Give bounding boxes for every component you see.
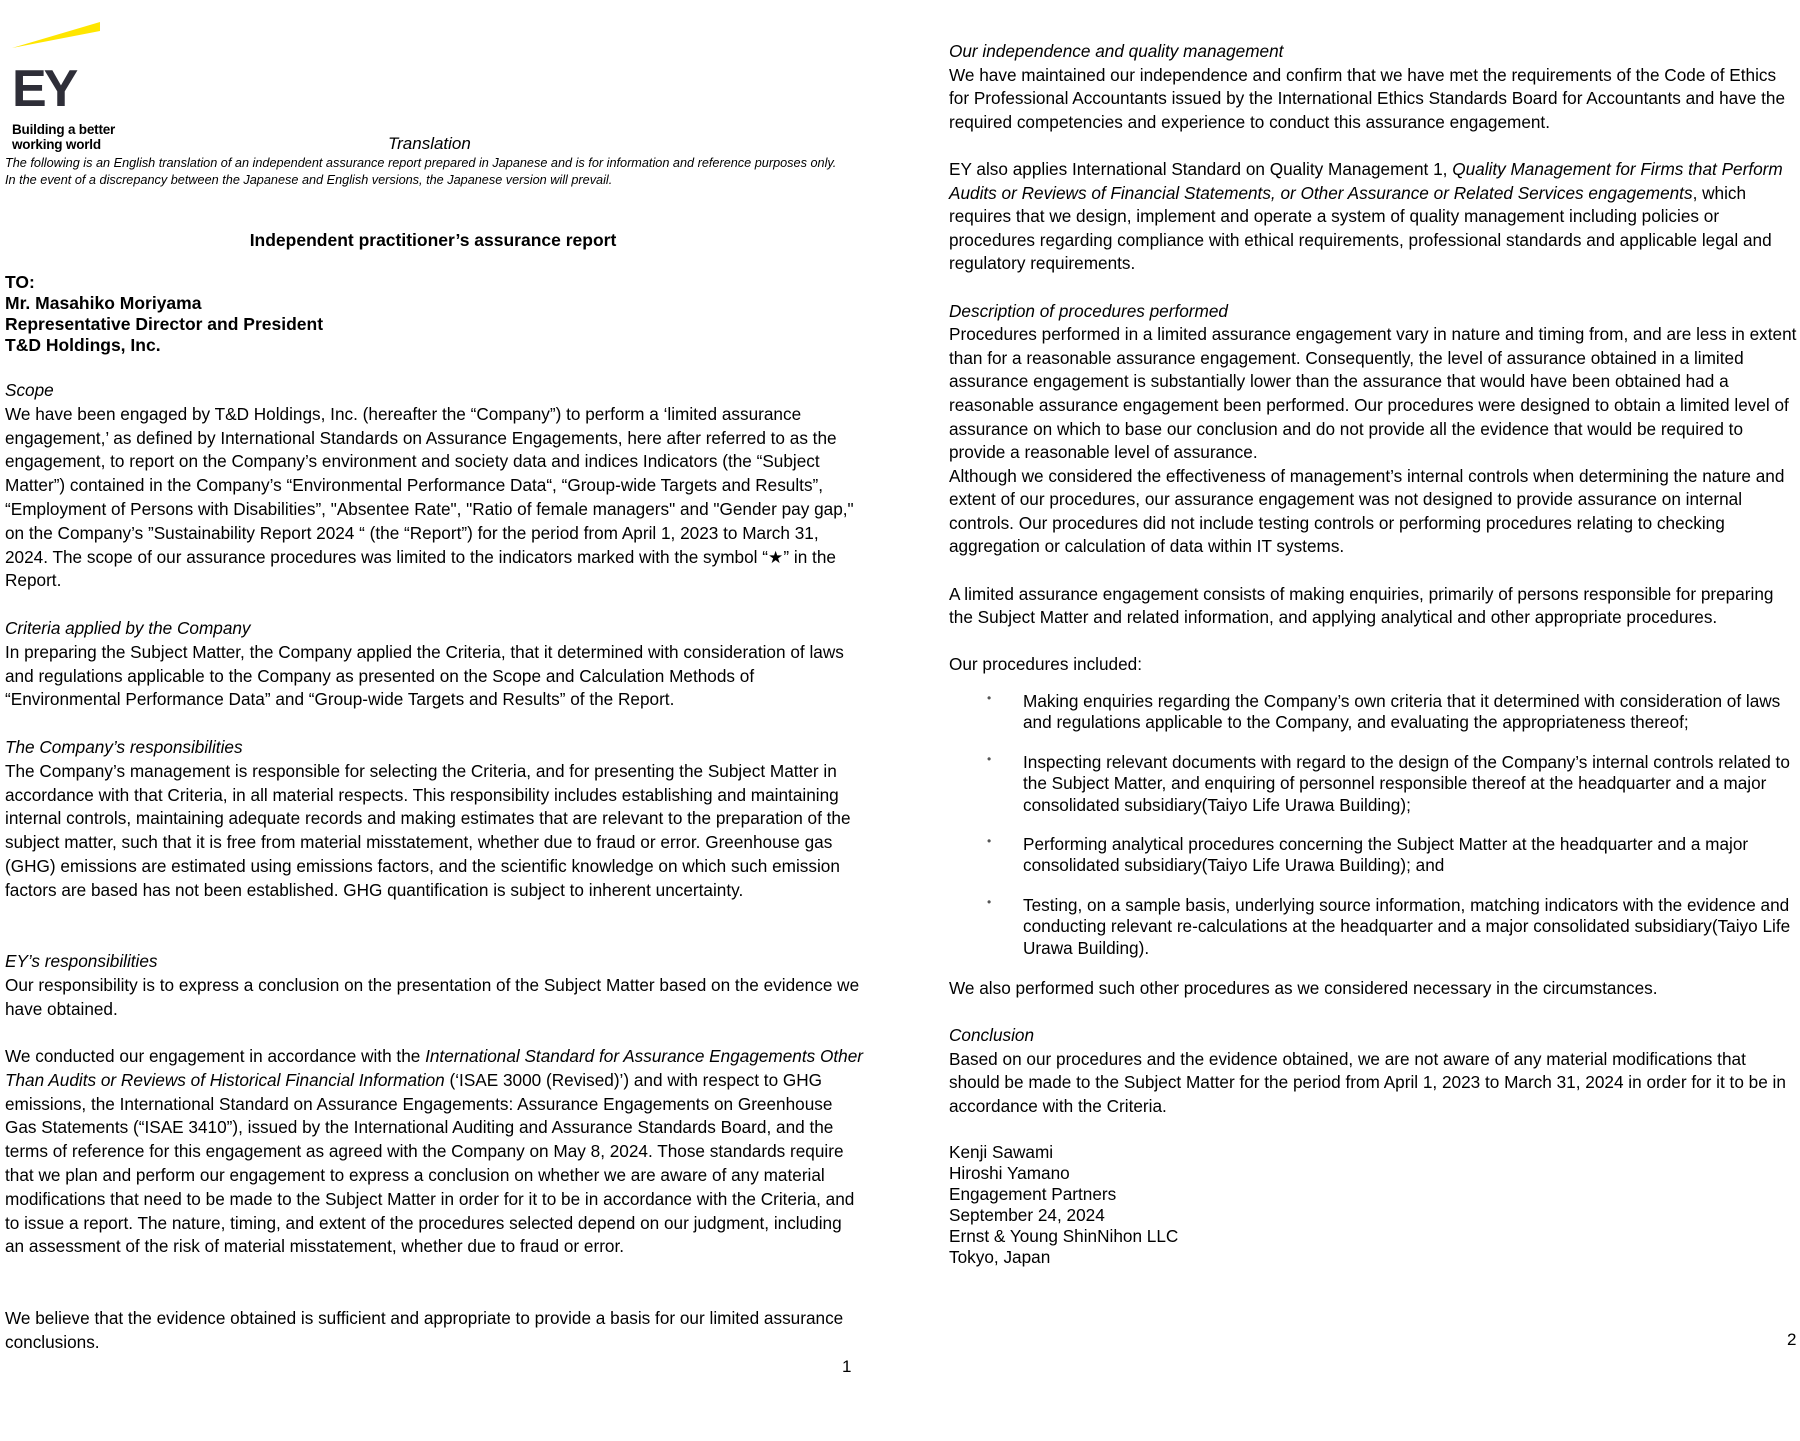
company-responsibilities-section (5, 736, 865, 903)
bullet-dot-icon: • (987, 751, 992, 766)
list-item-text: Making enquiries regarding the Company’s own criteria that it determined with consideration of laws and regulations applicable to the Company, and evaluating the appropriateness thereof; (1023, 691, 1781, 733)
ey-logo-mark (12, 22, 132, 122)
bullet-dot-icon: • (987, 894, 992, 909)
procedures-text-1: Procedures performed in a limited assurance engagement vary in nature and timing from, and are less in extent than for a reasonable assurance engagement. Consequently, the level of assurance obtained in a limited assurance engagement is substantially lower than the assurance that would have been obtained had a reasonable assurance engagement been performed. Our procedures were designed to obtain a limited level of assurance on which to base our conclusion and do not provide all the evidence that would be required to provide a reasonable level of assurance. (949, 324, 1797, 463)
report-title: Independent practitioner’s assurance report (249, 230, 617, 250)
signatory-role: Engagement Partners (949, 1184, 1117, 1205)
criteria-heading: Criteria applied by the Company (5, 618, 251, 638)
scope-section (5, 379, 865, 593)
list-item-text: Testing, on a sample basis, underlying source information, matching indicators with the evidence and conducting relevant re-calculations at the headquarter and a major consolidated subsidiary(Taiyo Life Urawa Building). (1023, 894, 1791, 958)
signatory-2: Hiroshi Yamano (949, 1163, 1070, 1184)
other-procedures-text: We also performed such other procedures as we considered necessary in the circumstances. (949, 978, 1658, 999)
independence-text: We have maintained our independence and confirm that we have met the requirements of the Code of Ethics for Professional Accountants issued by the International Ethics Standards Board for Accountants and have the required competencies and experience to conduct this assurance engagement. (949, 64, 1786, 132)
list-item-text: Performing analytical procedures concerning the Subject Matter at the headquarter and a major consolidated subsidiary(Taiyo Life Urawa Building); and (1023, 834, 1749, 876)
signature-block (949, 1142, 1799, 1268)
standards-text-pre: We conducted our engagement in accordance with the (5, 1046, 426, 1066)
list-item-text: Inspecting relevant documents with regard to the design of the Company’s internal controls related to the Subject Matter, and enquiring of personnel responsible thereof at the headquarter and a major consolidated subsidiary(Taiyo Life Urawa Building); (1023, 751, 1790, 815)
engagement-standards-section (5, 1045, 865, 1259)
iqm-text-italic: Quality Management for Firms that Perform Audits or Reviews of Financial Statements, or Other Assurance or Related Services engagements (949, 158, 1783, 203)
ey-responsibilities-text: Our responsibility is to express a conclusion on the presentation of the Subject Matter based on the evidence we have obtained. (5, 974, 860, 1019)
logo-wordmark: EY (12, 60, 76, 118)
procedures-text-2: Although we considered the effectiveness of management’s internal controls when determining the nature and extent of our procedures, our assurance engagement was not designed to provide assurance on internal controls. Our procedures did not include testing controls or performing procedures relating to checking aggregation or calculation of data within IT systems. (949, 465, 1785, 557)
basis-text: We believe that the evidence obtained is sufficient and appropriate to provide a basis for our limited assurance conclusions. (5, 1308, 844, 1352)
signature-date: September 24, 2024 (949, 1205, 1105, 1226)
independence-heading: Our independence and quality management (949, 41, 1284, 61)
addressee-title: Representative Director and President (5, 314, 324, 334)
standards-text-post: (‘ISAE 3000 (Revised)’) and with respect to GHG emissions, the International Standard on Assurance Engagements: Assurance Engagements on Greenhouse Gas Statements (“ISAE 3410”), issued by the International Auditing and Assurance Standards Board, and the terms of reference for this engagement as agreed with the Company on May 8, 2024. Those standards require that we plan and perform our engagement to express a conclusion on whether we are aware of any material modifications that need to be made to the Subject Matter in order for it to be in accordance with the Criteria, and to issue a report. The nature, timing, and extent of the procedures selected depend on our judgment, including an assessment of the risk of material misstatement, whether due to fraud or error. (5, 1069, 855, 1257)
addressee-company: T&D Holdings, Inc. (5, 335, 161, 355)
company-responsibilities-text: The Company’s management is responsible for selecting the Criteria, and for presenting the Subject Matter in accordance with that Criteria, in all material respects. This responsibility includes establishing and maintaining internal controls, maintaining adequate records and making estimates that are relevant to the preparation of the subject matter, such that it is free from material misstatement, whether due to fraud or error. Greenhouse gas (GHG) emissions are estimated using emissions factors, and the scientific knowledge on which such emission factors are based has not been established. GHG quantification is subject to inherent uncertainty. (5, 760, 851, 900)
logo-beam-icon (12, 22, 100, 48)
company-responsibilities-heading: The Company’s responsibilities (5, 737, 243, 757)
signature-firm: Ernst & Young ShinNihon LLC (949, 1226, 1179, 1247)
list-item (949, 834, 1799, 877)
translation-disclaimer: The following is an English translation of an independent assurance report prepared in Japanese and is for information and reference purposes only. In the event of a discrepancy between the Japanese and English versions, the Japanese version will prevail. (5, 156, 837, 187)
basis-section (5, 1307, 865, 1355)
iqm-text (949, 158, 1799, 276)
page-2 (900, 0, 1800, 1441)
standards-text-italic: International Standard for Assurance Engagements Other Than Audits or Reviews of Historical Financial Information (5, 1046, 863, 1090)
list-item (949, 691, 1799, 734)
iqm-text-pre: EY also applies International Standard on Quality Management 1, (949, 158, 1453, 179)
translation-label: Translation (388, 134, 471, 153)
criteria-section (5, 617, 865, 712)
scope-text: We have been engaged by T&D Holdings, Inc. (hereafter the “Company”) to perform a ‘limited assurance engagement,’ as defined by International Standards on Assurance Engagements, here after referred to as the engagement, to report on the Company’s environment and society data and indices Indicators (the “Subject Matter”) contained in the Company’s “Environmental Performance Data“, “Group-wide Targets and Results”, “Employment of Persons with Disabilities”, "Absentee Rate", "Ratio of female managers" and "Gender pay gap," on the Company’s ”Sustainability Report 2024 “ (the “Report”) for the period from April 1, 2023 to March 31, 2024. The scope of our assurance procedures was limited to the indicators marked with the symbol “★” in the Report. (5, 403, 854, 591)
list-item (949, 895, 1799, 959)
conclusion-heading: Conclusion (949, 1025, 1035, 1046)
procedures-included-label: Our procedures included: (949, 654, 1142, 675)
page-2-body (949, 40, 1799, 1268)
tagline-line-1: Building a better (12, 122, 116, 137)
iqm-text-post: , which requires that we design, implement and operate a system of quality management including policies or procedures regarding compliance with ethical requirements, professional standards and applicable legal and regulatory requirements. (949, 182, 1772, 274)
criteria-text: In preparing the Subject Matter, the Company applied the Criteria, that it determined with consideration of laws and regulations applicable to the Company as presented on the Scope and Calculation Methods of “Environmental Performance Data” and “Group-wide Targets and Results” of the Report. (5, 641, 844, 710)
addressee-block (5, 272, 323, 356)
addressee-to: TO: (5, 272, 35, 292)
list-item (949, 752, 1799, 816)
tagline-line-2: working world (12, 137, 101, 152)
logo-tagline (12, 122, 115, 152)
procedures-list (949, 691, 1799, 959)
signature-location: Tokyo, Japan (949, 1247, 1051, 1268)
conclusion-text: Based on our procedures and the evidence obtained, we are not aware of any material modifications that should be made to the Subject Matter for the period from April 1, 2023 to March 31, 2024 in order for it to be in accordance with the Criteria. (949, 1048, 1786, 1117)
ey-responsibilities-section (5, 950, 865, 1021)
scope-heading: Scope (5, 380, 54, 400)
bullet-dot-icon: • (987, 691, 992, 706)
enquiries-text: A limited assurance engagement consists of making enquiries, primarily of persons responsible for preparing the Subject Matter and related information, and applying analytical and other appropriate procedures. (949, 583, 1774, 628)
bullet-dot-icon: • (987, 834, 992, 849)
procedures-heading: Description of procedures performed (949, 300, 1228, 321)
engagement-standards-text (5, 1045, 865, 1259)
page-number-2: 2 (1787, 1330, 1797, 1349)
ey-responsibilities-heading: EY’s responsibilities (5, 951, 158, 971)
signatory-1: Kenji Sawami (949, 1142, 1054, 1163)
addressee-name: Mr. Masahiko Moriyama (5, 293, 202, 313)
page-number-1: 1 (842, 1357, 852, 1376)
